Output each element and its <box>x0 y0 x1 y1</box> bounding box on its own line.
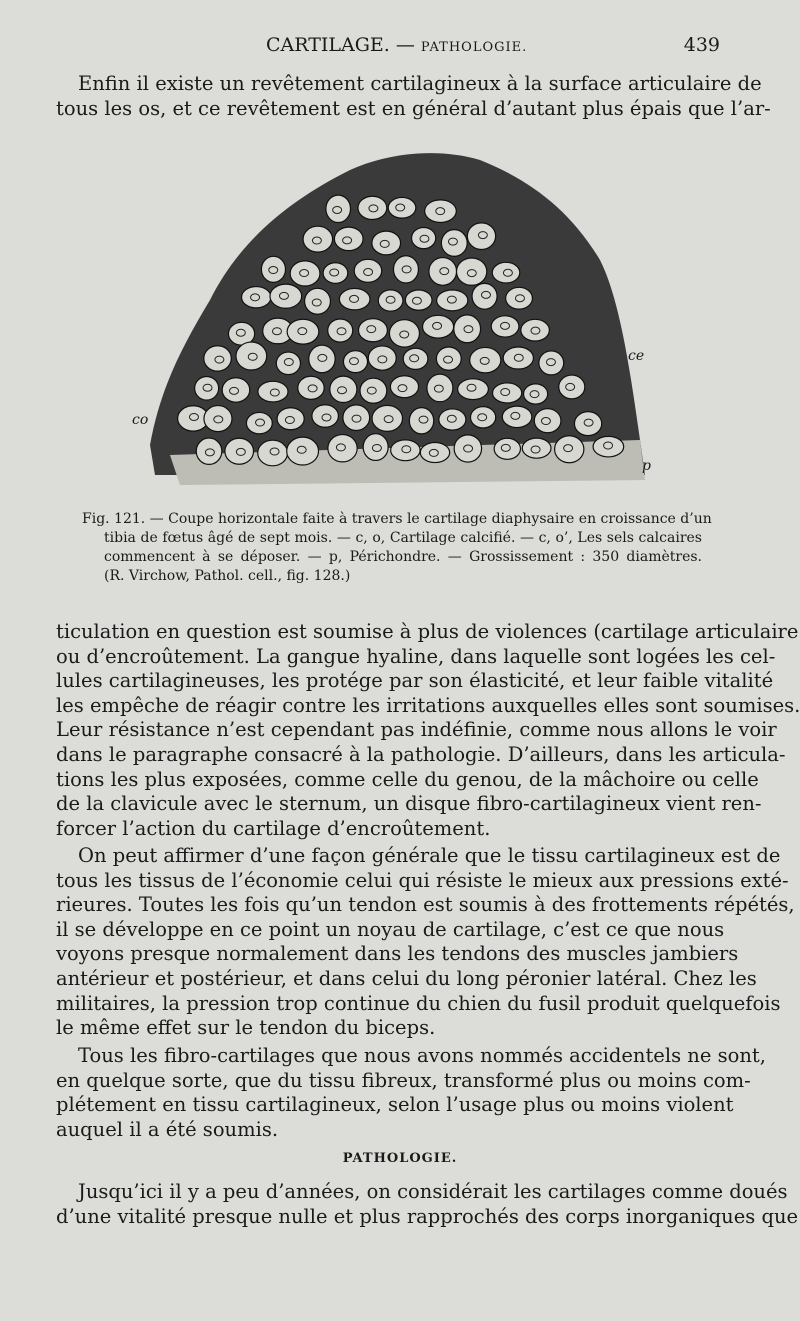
cartilage-cell <box>258 440 288 466</box>
cartilage-cell <box>503 347 533 369</box>
cartilage-cell <box>436 347 461 370</box>
cartilage-cell <box>236 342 267 370</box>
running-title-sub: PATHOLOGIE. <box>420 40 528 55</box>
cartilage-cell <box>574 412 601 436</box>
cartilage-cell <box>343 405 370 431</box>
cartilage-cell <box>290 261 320 286</box>
cartilage-cell <box>309 345 335 373</box>
figure-label-ce: ce <box>628 348 645 364</box>
cartilage-cell <box>326 195 351 222</box>
cartilage-figure <box>132 140 652 498</box>
figure-caption <box>82 510 712 586</box>
cartilage-cell <box>534 409 561 433</box>
cartilage-cell <box>420 443 449 463</box>
text-line: rieures. Toutes les fois qu’un tendon est soumis à des frottements répétés, <box>56 893 795 917</box>
cartilage-cell <box>470 407 495 428</box>
text-line: ticulation en question est soumise à plus de violences (cartilage articulaire <box>56 620 799 643</box>
running-title <box>266 34 527 56</box>
cartilage-cell <box>439 409 466 430</box>
text-line: tous les tissus de l’économie celui qui résiste le mieux aux pressions exté- <box>56 868 789 892</box>
cartilage-cell <box>437 290 468 311</box>
cartilage-cell <box>312 405 339 428</box>
cartilage-cell <box>388 197 416 218</box>
cartilage-cell <box>458 379 489 400</box>
text-line: forcer l’action du cartilage d’encroûtement. <box>56 816 491 840</box>
cartilage-cell <box>491 316 519 337</box>
cartilage-cell <box>358 319 387 342</box>
cartilage-cell <box>390 376 418 398</box>
text-line: Tous les fibro-cartilages que nous avons nommés accidentels ne sont, <box>78 1044 766 1067</box>
paragraph-2 <box>56 620 800 841</box>
cartilage-illustration <box>140 140 652 498</box>
text-line: de la clavicule avec le sternum, un disque fibro-cartilagineux vient ren- <box>56 792 762 816</box>
text-line: Enfin il existe un revêtement cartilagineux à la surface articulaire de <box>78 72 762 95</box>
cartilage-cell <box>323 263 348 284</box>
cartilage-cell <box>270 284 302 308</box>
cartilage-cell <box>305 288 331 314</box>
cartilage-cell <box>334 227 363 251</box>
cartilage-cell <box>339 288 370 309</box>
text-line: en quelque sorte, que du tissu fibreux, transformé plus ou moins com- <box>56 1068 751 1092</box>
cartilage-cell <box>409 408 433 434</box>
text-line: voyons presque normalement dans les tendons des muscles jambiers <box>56 942 739 966</box>
caption-line: tibia de fœtus âgé de sept mois. — c, o, Cartilage calcifié. — c, o’, Les sels calcaires <box>104 530 702 546</box>
cartilage-cell <box>423 315 454 338</box>
caption-line: Fig. 121. — Coupe horizontale faite à travers le cartilage diaphysaire en croissance d’un <box>82 511 712 527</box>
cartilage-cell <box>204 346 231 371</box>
cartilage-cell <box>196 438 222 464</box>
cartilage-cell <box>242 287 271 308</box>
cartilage-cell <box>287 437 319 465</box>
text-line: auquel il a été soumis. <box>56 1117 279 1141</box>
paragraph-1 <box>56 72 771 121</box>
text-line: plétement en tissu cartilagineux, selon l’usage plus ou moins violent <box>56 1093 734 1117</box>
cartilage-cell <box>472 283 497 309</box>
caption-line: (R. Virchow, Pathol. cell., fig. 128.) <box>104 568 351 584</box>
text-line: tions les plus exposées, comme celle du genou, de la mâchoire ou celle <box>56 767 759 791</box>
cartilage-cell <box>225 438 254 464</box>
cartilage-cell <box>277 408 304 430</box>
cartilage-cell <box>298 376 324 399</box>
cartilage-cell <box>328 319 353 342</box>
paragraph-4 <box>56 1044 766 1142</box>
cartilage-cell <box>593 436 624 457</box>
text-line: les empêche de réagir contre les irritations auxquelles elles sont soumises. <box>56 693 800 717</box>
cartilage-cell <box>195 376 219 400</box>
cartilage-cell <box>467 223 495 250</box>
cartilage-cell <box>368 346 396 370</box>
cartilage-cell <box>246 412 272 433</box>
cartilage-cell <box>358 196 387 219</box>
cartilage-cell <box>261 256 285 282</box>
cartilage-cell <box>391 440 420 461</box>
cartilage-cell <box>492 262 520 283</box>
cartilage-cell <box>403 348 428 369</box>
cartilage-cell <box>393 256 418 283</box>
text-line: il se développe en ce point un noyau de cartilage, c’est ce que nous <box>56 917 725 941</box>
cartilage-cell <box>555 436 584 463</box>
cartilage-cell <box>427 374 453 402</box>
cartilage-cell <box>287 319 319 344</box>
cartilage-cell <box>412 227 436 248</box>
text-line: militaires, la pression trop continue du chien du fusil produit quelquefois <box>56 991 781 1015</box>
figure-label-co: co <box>132 412 149 428</box>
cartilage-cell <box>360 378 387 403</box>
cartilage-cell <box>522 438 551 458</box>
text-line: antérieur et postérieur, et dans celui du long péronier latéral. Chez les <box>56 966 757 990</box>
text-line: Jusqu’ici il y a peu d’années, on considérait les cartilages comme doués <box>78 1180 788 1203</box>
cartilage-cell <box>454 315 481 343</box>
cartilage-cell <box>494 438 520 459</box>
page-number: 439 <box>683 34 720 56</box>
cartilage-cell <box>363 434 388 461</box>
cartilage-cell <box>493 383 522 403</box>
cartilage-cell <box>222 378 250 402</box>
cartilage-cell <box>470 347 501 372</box>
text-line: Leur résistance n’est cependant pas indéfinie, comme nous allons le voir <box>56 718 777 742</box>
cartilage-cell <box>425 200 457 223</box>
cartilage-cell <box>389 320 419 347</box>
cartilage-cell <box>204 406 232 432</box>
cartilage-cell <box>303 226 332 252</box>
cartilage-cell <box>343 351 367 373</box>
cartilage-cell <box>378 290 403 311</box>
paragraph-5 <box>56 1180 799 1229</box>
text-line: ou d’encroûtement. La gangue hyaline, dans laquelle sont logées les cel- <box>56 644 776 668</box>
section-heading: PATHOLOGIE. <box>342 1151 458 1166</box>
cartilage-cell <box>539 351 564 375</box>
text-line: d’une vitalité presque nulle et plus rapprochés des corps inorganiques que <box>56 1204 799 1228</box>
cartilage-cell <box>559 375 585 399</box>
cartilage-cell <box>372 231 401 255</box>
cartilage-cell <box>456 258 486 285</box>
paragraph-3 <box>56 844 795 1041</box>
cartilage-cell <box>405 290 432 310</box>
figure-label-p: p <box>642 458 651 474</box>
cartilage-cell <box>258 381 288 402</box>
cartilage-cell <box>330 376 357 402</box>
text-line: lules cartilagineuses, les protége par son élasticité, et leur faible vitalité <box>56 669 774 693</box>
text-line: On peut affirmer d’une façon générale que le tissu cartilagineux est de <box>78 844 781 867</box>
cartilage-cell <box>429 258 457 286</box>
running-header <box>56 34 720 64</box>
text-line: le même effet sur le tendon du biceps. <box>56 1016 436 1040</box>
cartilage-cell <box>506 287 533 309</box>
cartilage-cell <box>521 319 550 341</box>
text-line: dans le paragraphe consacré à la pathologie. D’ailleurs, dans les articula- <box>56 742 786 766</box>
cartilage-cell <box>524 384 548 404</box>
cartilage-cell <box>454 435 481 462</box>
cartilage-cell <box>372 405 402 431</box>
caption-line: commencent à se déposer. — p, Périchondre. — Grossissement : 350 diamètres. <box>104 549 702 565</box>
cartilage-cell <box>354 259 382 282</box>
cartilage-cell <box>502 406 531 427</box>
cartilage-cell <box>441 230 467 257</box>
text-line: tous les os, et ce revêtement est en général d’autant plus épais que l’ar- <box>56 96 771 120</box>
cartilage-cell <box>328 435 357 462</box>
cartilage-cell <box>276 352 300 374</box>
running-title-main: CARTILAGE. — <box>266 34 415 56</box>
